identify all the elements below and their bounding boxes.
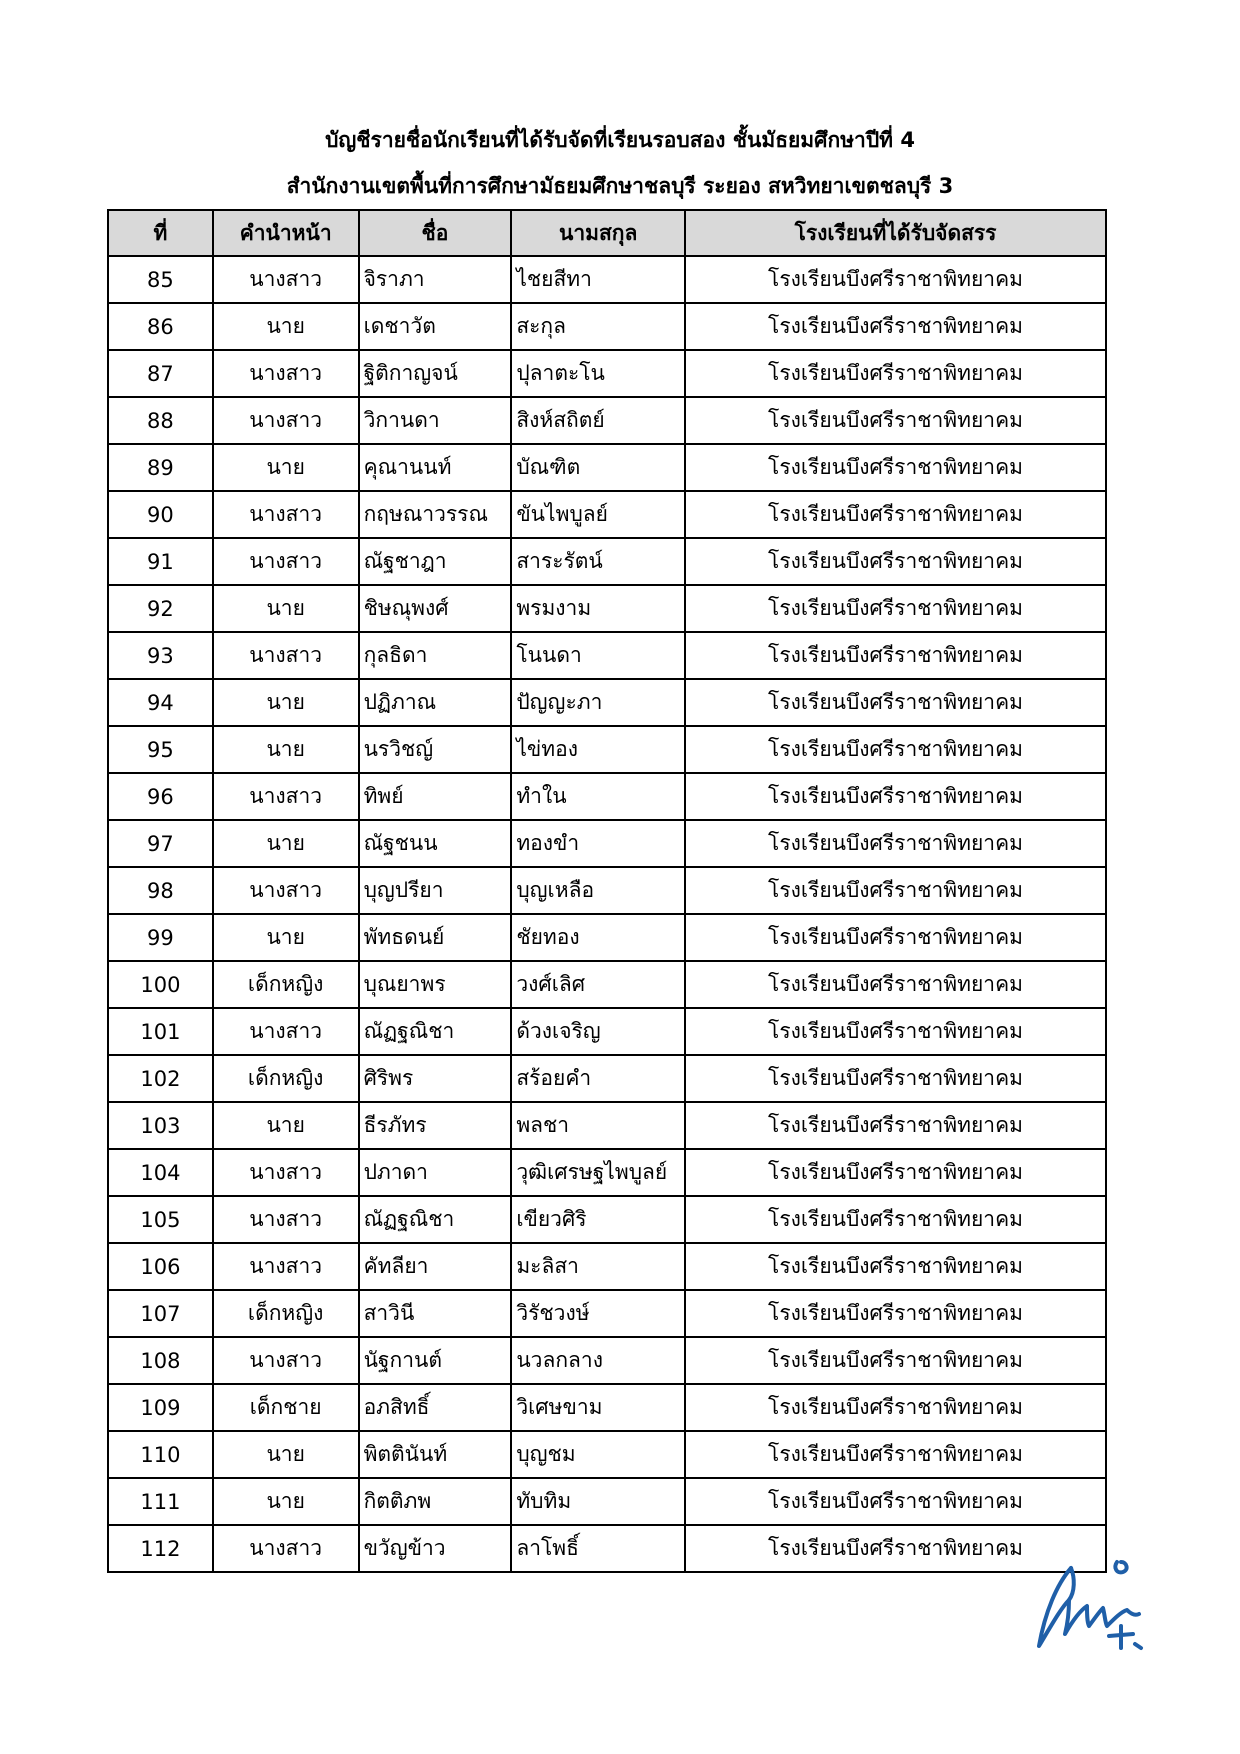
cell-school: โรงเรียนบึงศรีราชาพิทยาคม: [685, 961, 1106, 1008]
cell-first-name: ศิริพร: [359, 1055, 512, 1102]
cell-last-name: ทับทิม: [511, 1478, 685, 1525]
cell-prefix: นางสาว: [213, 1525, 359, 1572]
cell-prefix: นางสาว: [213, 867, 359, 914]
cell-number: 111: [108, 1478, 213, 1525]
cell-number: 91: [108, 538, 213, 585]
cell-number: 99: [108, 914, 213, 961]
cell-number: 100: [108, 961, 213, 1008]
cell-prefix: นาย: [213, 820, 359, 867]
table-row: [108, 1337, 1106, 1384]
cell-school: โรงเรียนบึงศรีราชาพิทยาคม: [685, 1431, 1106, 1478]
cell-last-name: วุฒิเศรษฐไพบูลย์: [511, 1149, 685, 1196]
cell-school: โรงเรียนบึงศรีราชาพิทยาคม: [685, 632, 1106, 679]
cell-school: โรงเรียนบึงศรีราชาพิทยาคม: [685, 585, 1106, 632]
table-row: [108, 397, 1106, 444]
cell-prefix: นางสาว: [213, 350, 359, 397]
cell-prefix: นางสาว: [213, 1149, 359, 1196]
cell-prefix: นาย: [213, 303, 359, 350]
cell-number: 87: [108, 350, 213, 397]
cell-school: โรงเรียนบึงศรีราชาพิทยาคม: [685, 867, 1106, 914]
cell-last-name: ลาโพธิ์: [511, 1525, 685, 1572]
cell-school: โรงเรียนบึงศรีราชาพิทยาคม: [685, 538, 1106, 585]
cell-number: 85: [108, 256, 213, 303]
table-row: [108, 679, 1106, 726]
cell-prefix: นางสาว: [213, 632, 359, 679]
table-row: [108, 1008, 1106, 1055]
cell-first-name: พิตตินันท์: [359, 1431, 512, 1478]
cell-school: โรงเรียนบึงศรีราชาพิทยาคม: [685, 1196, 1106, 1243]
cell-number: 92: [108, 585, 213, 632]
cell-first-name: วิกานดา: [359, 397, 512, 444]
cell-first-name: ฐิติกาญจน์: [359, 350, 512, 397]
cell-last-name: นวลกลาง: [511, 1337, 685, 1384]
cell-school: โรงเรียนบึงศรีราชาพิทยาคม: [685, 1055, 1106, 1102]
cell-school: โรงเรียนบึงศรีราชาพิทยาคม: [685, 444, 1106, 491]
table-row: [108, 867, 1106, 914]
table-row: [108, 1149, 1106, 1196]
cell-prefix: นาย: [213, 1478, 359, 1525]
cell-last-name: ชัยทอง: [511, 914, 685, 961]
cell-first-name: คัทลียา: [359, 1243, 512, 1290]
cell-number: 110: [108, 1431, 213, 1478]
cell-prefix: เด็กหญิง: [213, 961, 359, 1008]
cell-first-name: ชิษณุพงศ์: [359, 585, 512, 632]
cell-first-name: อภสิทธิ์: [359, 1384, 512, 1431]
cell-school: โรงเรียนบึงศรีราชาพิทยาคม: [685, 914, 1106, 961]
cell-last-name: วิรัชวงษ์: [511, 1290, 685, 1337]
cell-last-name: ไข่ทอง: [511, 726, 685, 773]
cell-prefix: นาย: [213, 726, 359, 773]
cell-number: 93: [108, 632, 213, 679]
cell-number: 103: [108, 1102, 213, 1149]
cell-number: 101: [108, 1008, 213, 1055]
cell-number: 98: [108, 867, 213, 914]
cell-school: โรงเรียนบึงศรีราชาพิทยาคม: [685, 397, 1106, 444]
cell-number: 90: [108, 491, 213, 538]
cell-last-name: ปุลาตะโน: [511, 350, 685, 397]
cell-prefix: นางสาว: [213, 491, 359, 538]
cell-prefix: นาย: [213, 444, 359, 491]
cell-school: โรงเรียนบึงศรีราชาพิทยาคม: [685, 1149, 1106, 1196]
cell-first-name: บุญปรียา: [359, 867, 512, 914]
cell-first-name: ณัฏฐณิชา: [359, 1196, 512, 1243]
cell-number: 96: [108, 773, 213, 820]
student-list-table: [107, 209, 1107, 1573]
cell-last-name: สิงห์สถิตย์: [511, 397, 685, 444]
cell-last-name: ด้วงเจริญ: [511, 1008, 685, 1055]
table-row: [108, 1478, 1106, 1525]
cell-number: 108: [108, 1337, 213, 1384]
table-row: [108, 1384, 1106, 1431]
cell-last-name: ทำใน: [511, 773, 685, 820]
cell-first-name: ณัฏฐณิชา: [359, 1008, 512, 1055]
cell-last-name: วิเศษขาม: [511, 1384, 685, 1431]
cell-number: 112: [108, 1525, 213, 1572]
cell-last-name: วงศ์เลิศ: [511, 961, 685, 1008]
cell-number: 109: [108, 1384, 213, 1431]
cell-first-name: ปฏิภาณ: [359, 679, 512, 726]
cell-prefix: นาย: [213, 1431, 359, 1478]
cell-number: 86: [108, 303, 213, 350]
cell-prefix: นางสาว: [213, 1243, 359, 1290]
cell-first-name: จิราภา: [359, 256, 512, 303]
cell-number: 94: [108, 679, 213, 726]
cell-school: โรงเรียนบึงศรีราชาพิทยาคม: [685, 256, 1106, 303]
header-prefix: คำนำหน้า: [213, 210, 359, 256]
document-subtitle: สำนักงานเขตพื้นที่การศึกษามัธยมศึกษาชลบุรี ระยอง สหวิทยาเขตชลบุรี 3: [286, 174, 954, 198]
cell-school: โรงเรียนบึงศรีราชาพิทยาคม: [685, 1478, 1106, 1525]
cell-first-name: เดชาวัต: [359, 303, 512, 350]
cell-last-name: พลชา: [511, 1102, 685, 1149]
cell-first-name: ณัฐชาฎา: [359, 538, 512, 585]
table-row: [108, 1196, 1106, 1243]
cell-prefix: เด็กชาย: [213, 1384, 359, 1431]
table-row: [108, 256, 1106, 303]
table-row: [108, 1525, 1106, 1572]
cell-school: โรงเรียนบึงศรีราชาพิทยาคม: [685, 1525, 1106, 1572]
cell-last-name: โนนดา: [511, 632, 685, 679]
cell-number: 104: [108, 1149, 213, 1196]
cell-last-name: ขันไพบูลย์: [511, 491, 685, 538]
cell-number: 97: [108, 820, 213, 867]
cell-prefix: นางสาว: [213, 773, 359, 820]
cell-prefix: นาย: [213, 914, 359, 961]
cell-prefix: นางสาว: [213, 397, 359, 444]
cell-first-name: พัทธดนย์: [359, 914, 512, 961]
signature-strokes: [1039, 1562, 1141, 1648]
cell-last-name: บุญชม: [511, 1431, 685, 1478]
table-row: [108, 303, 1106, 350]
cell-number: 105: [108, 1196, 213, 1243]
cell-first-name: สาวินี: [359, 1290, 512, 1337]
cell-prefix: นางสาว: [213, 1337, 359, 1384]
table-row: [108, 444, 1106, 491]
cell-number: 95: [108, 726, 213, 773]
table-row: [108, 820, 1106, 867]
table-row: [108, 726, 1106, 773]
header-first-name: ชื่อ: [359, 210, 512, 256]
cell-last-name: สะกุล: [511, 303, 685, 350]
table-row: [108, 1102, 1106, 1149]
cell-last-name: ทองขำ: [511, 820, 685, 867]
cell-prefix: นางสาว: [213, 256, 359, 303]
cell-prefix: นางสาว: [213, 1008, 359, 1055]
cell-prefix: เด็กหญิง: [213, 1055, 359, 1102]
table-row: [108, 1243, 1106, 1290]
table-row: [108, 1431, 1106, 1478]
cell-school: โรงเรียนบึงศรีราชาพิทยาคม: [685, 726, 1106, 773]
header-last-name: นามสกุล: [511, 210, 685, 256]
header-number: ที่: [108, 210, 213, 256]
table-row: [108, 585, 1106, 632]
cell-school: โรงเรียนบึงศรีราชาพิทยาคม: [685, 773, 1106, 820]
cell-school: โรงเรียนบึงศรีราชาพิทยาคม: [685, 1290, 1106, 1337]
cell-school: โรงเรียนบึงศรีราชาพิทยาคม: [685, 820, 1106, 867]
cell-prefix: นางสาว: [213, 1196, 359, 1243]
table-row: [108, 350, 1106, 397]
table-header-row: [108, 210, 1106, 256]
cell-first-name: บุณยาพร: [359, 961, 512, 1008]
cell-number: 106: [108, 1243, 213, 1290]
cell-number: 107: [108, 1290, 213, 1337]
cell-number: 89: [108, 444, 213, 491]
cell-first-name: กฤษณาวรรณ: [359, 491, 512, 538]
table-body: [108, 256, 1106, 1572]
cell-first-name: คุณานนท์: [359, 444, 512, 491]
cell-school: โรงเรียนบึงศรีราชาพิทยาคม: [685, 303, 1106, 350]
cell-last-name: มะลิสา: [511, 1243, 685, 1290]
cell-first-name: กิตติภพ: [359, 1478, 512, 1525]
cell-prefix: นาย: [213, 679, 359, 726]
cell-school: โรงเรียนบึงศรีราชาพิทยาคม: [685, 1102, 1106, 1149]
header-school: โรงเรียนที่ได้รับจัดสรร: [685, 210, 1106, 256]
table-row: [108, 914, 1106, 961]
cell-number: 102: [108, 1055, 213, 1102]
cell-number: 88: [108, 397, 213, 444]
cell-school: โรงเรียนบึงศรีราชาพิทยาคม: [685, 350, 1106, 397]
cell-prefix: เด็กหญิง: [213, 1290, 359, 1337]
table-row: [108, 1055, 1106, 1102]
cell-school: โรงเรียนบึงศรีราชาพิทยาคม: [685, 1008, 1106, 1055]
cell-school: โรงเรียนบึงศรีราชาพิทยาคม: [685, 1337, 1106, 1384]
cell-last-name: ไชยสีทา: [511, 256, 685, 303]
cell-first-name: ขวัญข้าว: [359, 1525, 512, 1572]
signature-icon: [1035, 1548, 1165, 1658]
table-row: [108, 1290, 1106, 1337]
table-row: [108, 632, 1106, 679]
cell-school: โรงเรียนบึงศรีราชาพิทยาคม: [685, 1243, 1106, 1290]
cell-first-name: ทิพย์: [359, 773, 512, 820]
cell-first-name: นัฐกานต์: [359, 1337, 512, 1384]
cell-last-name: เขียวศิริ: [511, 1196, 685, 1243]
cell-school: โรงเรียนบึงศรีราชาพิทยาคม: [685, 1384, 1106, 1431]
cell-last-name: พรมงาม: [511, 585, 685, 632]
cell-prefix: นางสาว: [213, 538, 359, 585]
document-title: บัญชีรายชื่อนักเรียนที่ได้รับจัดที่เรียนรอบสอง ชั้นมัธยมศึกษาปีที่ 4: [325, 128, 915, 152]
cell-first-name: ณัฐชนน: [359, 820, 512, 867]
table-row: [108, 773, 1106, 820]
cell-last-name: ปัญญะภา: [511, 679, 685, 726]
table-row: [108, 538, 1106, 585]
cell-prefix: นาย: [213, 1102, 359, 1149]
cell-last-name: บัณฑิต: [511, 444, 685, 491]
cell-last-name: สร้อยคำ: [511, 1055, 685, 1102]
cell-first-name: ปภาดา: [359, 1149, 512, 1196]
cell-last-name: สาระรัตน์: [511, 538, 685, 585]
cell-school: โรงเรียนบึงศรีราชาพิทยาคม: [685, 679, 1106, 726]
cell-first-name: ธีรภัทร: [359, 1102, 512, 1149]
cell-first-name: นรวิชญ์: [359, 726, 512, 773]
cell-first-name: กุลธิดา: [359, 632, 512, 679]
table-row: [108, 491, 1106, 538]
cell-last-name: บุญเหลือ: [511, 867, 685, 914]
cell-prefix: นาย: [213, 585, 359, 632]
cell-school: โรงเรียนบึงศรีราชาพิทยาคม: [685, 491, 1106, 538]
table-row: [108, 961, 1106, 1008]
